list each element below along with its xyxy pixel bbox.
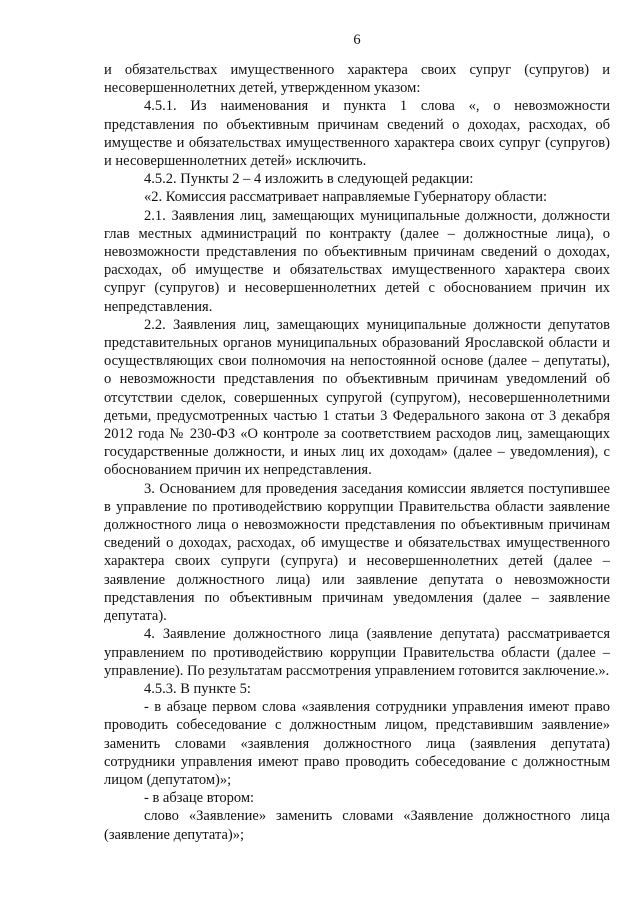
paragraph: 4.5.3. В пункте 5: — [144, 680, 251, 697]
document-body — [104, 61, 610, 844]
paragraph: 4.5.1. Из наименования и пункта 1 слова «, о невозможности представления по объективным причинам сведений о доходах, расходах, об имуществе и обязательствах имущественного характера своих супруг (супругов) и несовершеннолетних детей» исключить. — [104, 98, 610, 170]
paragraph: 4.5.2. Пункты 2 – 4 изложить в следующей редакции: — [144, 171, 474, 188]
paragraph: «2. Комиссия рассматривает направляемые Губернатору области: — [144, 189, 548, 206]
paragraph: 3. Основанием для проведения заседания комиссии является поступившее в управление по противодействию коррупции Правительства области заявление должностного лица о невозможности представления по объективным причинам сведений о доходах, расходах, об имуществе и обязательствах имущественного характера своих супруги (супруга) и несовершеннолетних детей (далее – заявление должностного лица) или заявление депутата о невозможности представления по объективным причинам уведомления (далее – заявление депутата). — [104, 480, 610, 625]
document-page — [104, 30, 610, 844]
paragraph: - в абзаце первом слова «заявления сотрудники управления имеют право проводить собеседование с должностным лицом, представившим заявление» заменить словами «заявления должностного лица (заявления депутата) сотрудники управления имеют право проводить собеседование с должностным лицом (депутатом)»; — [104, 699, 610, 788]
paragraph: слово «Заявление» заменить словами «Заявление должностного лица (заявление депутата)»; — [104, 808, 610, 843]
paragraph: 2.2. Заявления лиц, замещающих муниципальные должности депутатов представительных органов муниципальных образований Ярославской области и осуществляющих свои полномочия на непостоянной основе (далее – депутаты), о невозможности представления по объективным причинам уведомлений об отсутствии сделок, совершенных супругой (супругом), несовершеннолетними детьми, предусмотренных частью 1 статьи 3 Федерального закона от 3 декабря 2012 года № 230-ФЗ «О контроле за соответствием расходов лиц, замещающих государственные должности, и иных лиц их доходам» (далее – уведомления), с обоснованием причин их непредставления. — [104, 316, 610, 479]
paragraph: - в абзаце втором: — [144, 790, 255, 807]
page-number: 6 — [353, 32, 361, 48]
paragraph: 4. Заявление должностного лица (заявление депутата) рассматривается управлением по противодействию коррупции Правительства области (далее – управление). По результатам рассмотрения управлением готовится заключение.». — [104, 626, 610, 679]
paragraph: и обязательствах имущественного характера своих супруг (супругов) и несовершеннолетних детей, утвержденном указом: — [104, 62, 610, 97]
paragraph: 2.1. Заявления лиц, замещающих муниципальные должности, должности глав местных администраций по контракту (далее – должностные лица), о невозможности представления по объективным причинам сведений о доходах, расходах, об имуществе и обязательствах имущественного характера своих супруг (супругов) и несовершеннолетних детей с обоснованием причин их непредставления. — [104, 207, 610, 315]
